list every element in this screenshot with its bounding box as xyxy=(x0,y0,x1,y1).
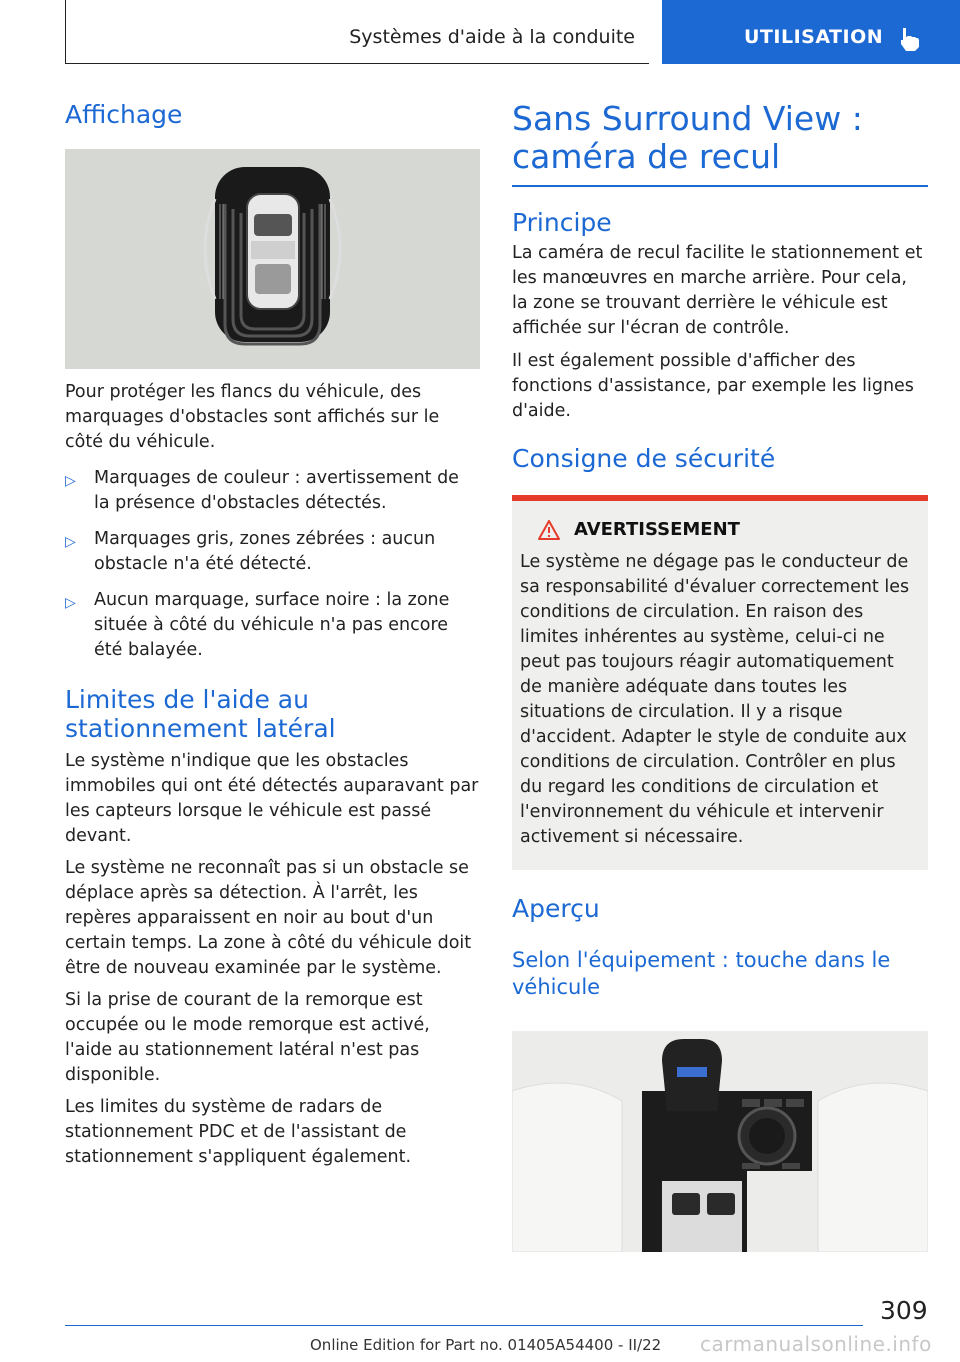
heading-principle: Principe xyxy=(512,208,612,237)
bullet-triangle-icon: ▷ xyxy=(65,595,76,611)
list-item xyxy=(65,527,480,577)
heading-safety: Consigne de sécurité xyxy=(512,444,776,473)
parking-sensor-image xyxy=(65,149,480,369)
display-text: Pour protéger les flancs du véhicule, des marquages d'obstacles sont affichés sur le côté du véhicule. xyxy=(65,382,440,452)
warning-triangle-icon xyxy=(538,520,560,540)
limits-paragraph: Le système ne reconnaît pas si un obstacle se déplace après sa détection. À l'arrêt, les repères apparaissent en noir au bout d'un certain temps. La zone à côté du véhicule doit être de nouveau examinée par le système. xyxy=(65,858,472,978)
list-item xyxy=(65,466,480,516)
principle-paragraph: La caméra de recul facilite le stationnement et les manœuvres en marche arrière. Pour cela, la zone se trouvant derrière le véhicule est affichée sur l'écran de contrôle. xyxy=(512,243,923,338)
footer-edition: Online Edition for Part no. 01405A54400 - II/22 xyxy=(310,1336,662,1354)
warning-header xyxy=(538,519,920,540)
header-section-title: Systèmes d'aide à la conduite xyxy=(349,26,635,48)
warning-text: Le système ne dégage pas le conducteur de sa responsabilité d'évaluer correctement les conditions de circulation. En raison des limites inhérentes au système, celui-ci ne peut pas toujours réagir automatiquement de manière adéquate dans toutes les situations de circulation. Il y a risque d'accident. Adapter le style de conduite aux conditions de circulation. Contrôler en plus du regard les conditions de circulation et l'environnement du véhicule et intervenir activement si nécessaire. xyxy=(520,552,910,847)
page-number: 309 xyxy=(880,1296,928,1325)
heading-equipment: Selon l'équipement : touche dans le véhicule xyxy=(512,948,891,999)
center-console-illustration xyxy=(512,1031,928,1252)
pointing-hand-icon xyxy=(897,26,923,52)
header-left-border xyxy=(65,0,66,64)
header-bottom-border xyxy=(65,63,649,64)
warning-title: AVERTISSEMENT xyxy=(574,519,740,540)
heading-display: Affichage xyxy=(65,100,183,129)
heading-overview: Aperçu xyxy=(512,894,600,923)
warning-box xyxy=(512,495,928,870)
limits-paragraph: Les limites du système de radars de stationnement PDC et de l'assistant de stationnement s'appliquent également. xyxy=(65,1097,412,1167)
heading-rear-camera: Sans Surround View : caméra de recul xyxy=(512,99,863,176)
bullet-triangle-icon: ▷ xyxy=(65,473,76,489)
list-item xyxy=(65,588,480,663)
center-console-image xyxy=(512,1031,928,1252)
limits-paragraph: Le système n'indique que les obstacles immobiles qui ont été détectés auparavant par les capteurs lorsque le véhicule est passé devant. xyxy=(65,751,479,846)
heading-rule xyxy=(512,185,928,187)
side-view-illustration xyxy=(65,149,480,369)
list-item-text: Aucun marquage, surface noire : la zone située à côté du véhicule n'a pas encore été balayée. xyxy=(94,590,450,660)
list-item-text: Marquages gris, zones zébrées : aucun obstacle n'a été détecté. xyxy=(94,529,436,574)
marking-list xyxy=(65,466,480,663)
limits-paragraph: Si la prise de courant de la remorque est occupée ou le mode remorque est activé, l'aide au stationnement latéral n'est pas disponible. xyxy=(65,990,430,1085)
right-column xyxy=(512,100,928,1252)
list-item-text: Marquages de couleur : avertissement de la présence d'obstacles détectés. xyxy=(94,468,459,513)
header-tab-label: UTILISATION xyxy=(744,26,884,48)
footer-rule xyxy=(65,1325,863,1326)
footer-watermark: carmanualsonline.info xyxy=(700,1332,932,1356)
header-tab xyxy=(662,0,960,64)
left-column xyxy=(65,100,480,1170)
principle-paragraph: Il est également possible d'afficher des fonctions d'assistance, par exemple les lignes d'aide. xyxy=(512,351,914,421)
heading-limits: Limites de l'aide au stationnement latéral xyxy=(65,685,336,743)
bullet-triangle-icon: ▷ xyxy=(65,534,76,550)
